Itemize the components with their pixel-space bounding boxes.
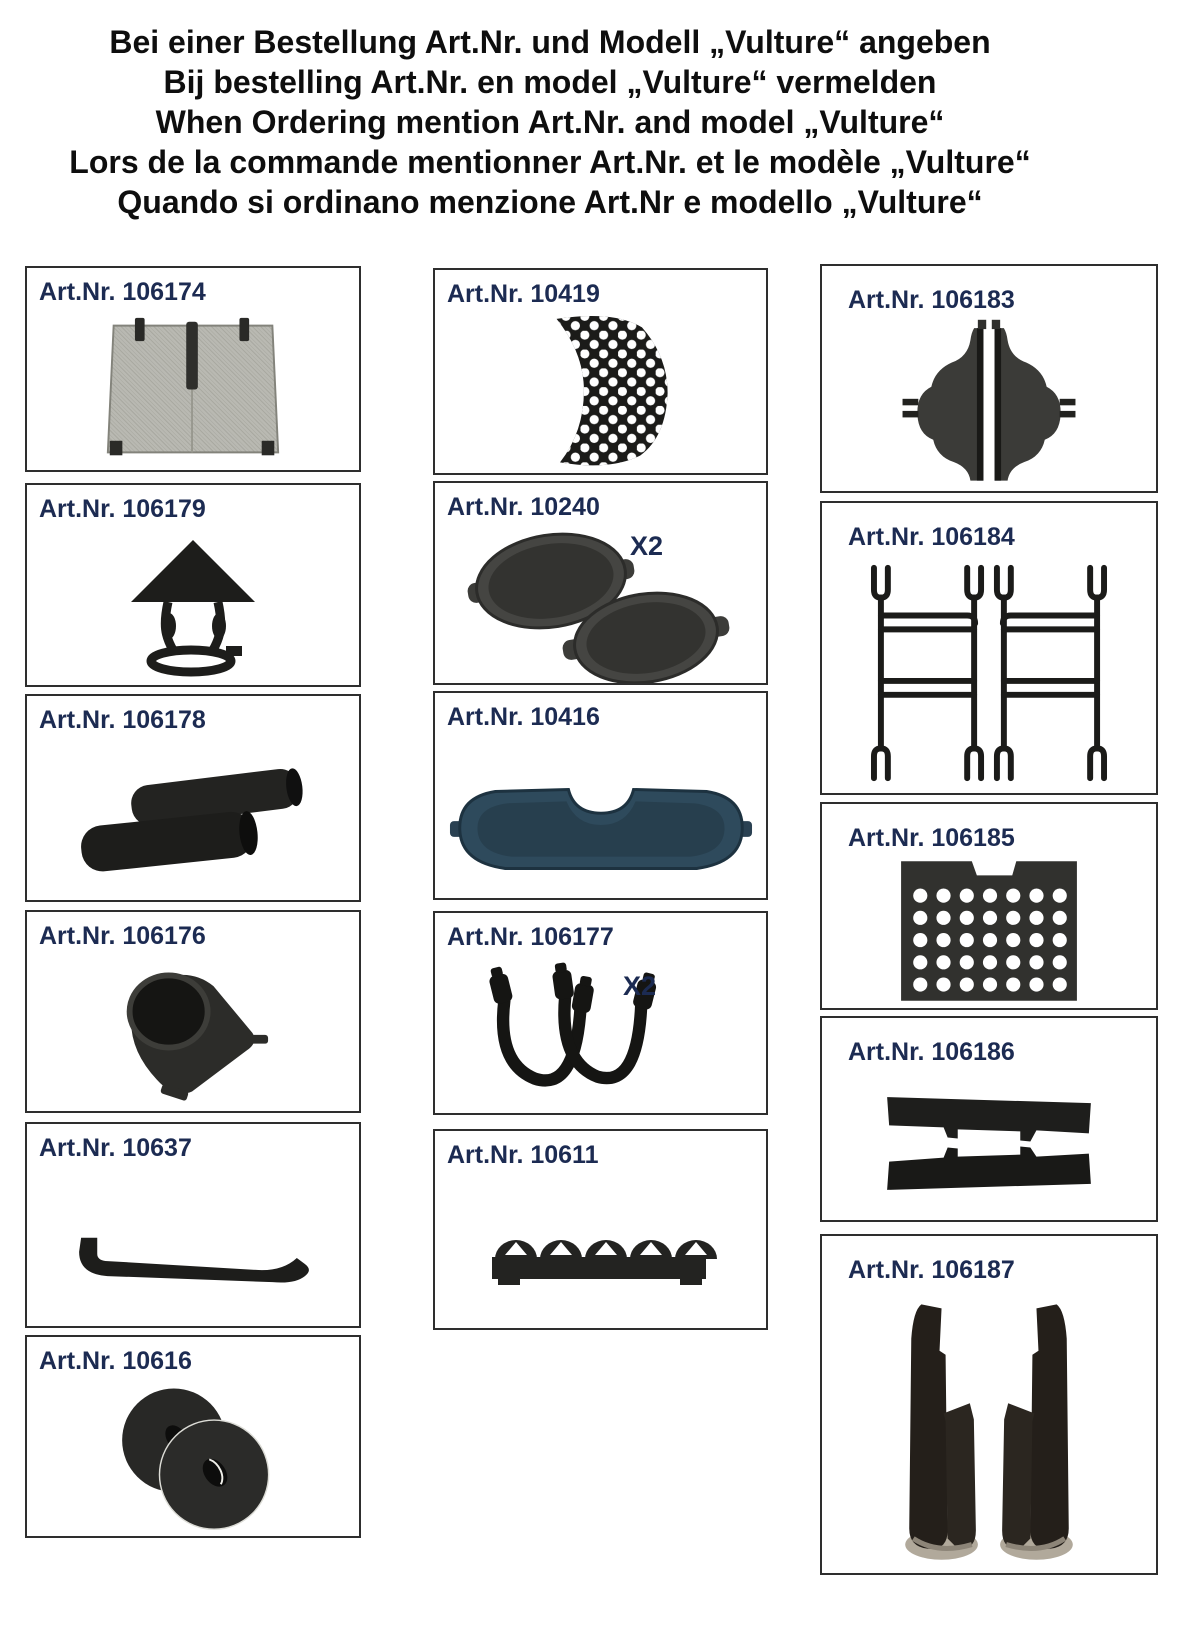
header-line-german: Bei einer Bestellung Art.Nr. und Modell „Vulture“ angeben <box>109 24 991 60</box>
flue-pipes-image <box>73 752 313 884</box>
part-art <box>27 307 359 470</box>
quantity-label: X2 <box>630 531 664 561</box>
part-number-label: Art.Nr. 106178 <box>39 706 206 734</box>
spark-screen-panel-image <box>95 314 291 464</box>
part-art <box>822 315 1156 491</box>
griddle-plates-image <box>455 523 747 683</box>
part-number-label: Art.Nr. 106185 <box>848 824 1015 852</box>
hob-discs-image <box>98 1377 288 1535</box>
part-art <box>27 524 359 685</box>
part-art <box>27 1376 359 1536</box>
part-number-label: Art.Nr. 10419 <box>447 280 600 308</box>
header-line-french: Lors de la commande mentionner Art.Nr. et le modèle „Vulture“ <box>69 144 1031 180</box>
header-line-italian: Quando si ordinano menzione Art.Nr e modello „Vulture“ <box>117 184 983 220</box>
part-art <box>822 1067 1156 1220</box>
part-number-label: Art.Nr. 106174 <box>39 278 206 306</box>
part-number-label: Art.Nr. 106184 <box>848 523 1015 551</box>
part-box-106179 <box>25 483 361 687</box>
part-number-label: Art.Nr. 10611 <box>447 1141 599 1169</box>
part-art <box>435 732 766 898</box>
scalloped-trim-image <box>476 1205 726 1293</box>
part-art <box>435 522 766 683</box>
header-line-english: When Ordering mention Art.Nr. and model „Vulture“ <box>155 104 945 140</box>
part-number-label: Art.Nr. 106187 <box>848 1256 1015 1284</box>
part-art <box>822 853 1156 1008</box>
part-number-label: Art.Nr. 106177 <box>447 923 614 951</box>
split-scalloped-plates-image <box>889 317 1089 489</box>
part-number-label: Art.Nr. 106183 <box>848 286 1015 314</box>
split-sleeve-bars-image <box>873 1080 1105 1208</box>
part-art <box>435 309 766 473</box>
part-box-10637 <box>25 1122 361 1328</box>
part-box-106178 <box>25 694 361 902</box>
part-number-label: Art.Nr. 106186 <box>848 1038 1015 1066</box>
part-box-106183 <box>820 264 1158 493</box>
part-box-106176 <box>25 910 361 1113</box>
part-box-106185 <box>820 802 1158 1010</box>
ordering-instructions <box>0 22 1100 222</box>
poker-tool-image <box>67 1229 319 1301</box>
part-art <box>435 1170 766 1328</box>
part-number-label: Art.Nr. 10416 <box>447 703 600 731</box>
part-art <box>435 952 766 1113</box>
part-box-10240 <box>433 481 768 685</box>
part-box-10611 <box>433 1129 768 1330</box>
part-art <box>822 552 1156 793</box>
flue-adapter-image <box>108 953 278 1109</box>
part-box-106177 <box>433 911 768 1115</box>
part-box-10616 <box>25 1335 361 1538</box>
part-number-label: Art.Nr. 10637 <box>39 1134 192 1162</box>
part-art <box>27 1163 359 1326</box>
side-channel-pair-image <box>883 1290 1095 1568</box>
part-number-label: Art.Nr. 10616 <box>39 1347 192 1375</box>
chimney-cap-image <box>123 530 263 680</box>
part-box-106184 <box>820 501 1158 795</box>
quantity-label: X2 <box>623 971 657 1001</box>
wire-rack-frames-image <box>838 554 1140 792</box>
part-art <box>27 735 359 900</box>
curved-grate-image <box>521 312 681 470</box>
part-box-106187 <box>820 1234 1158 1575</box>
part-box-106186 <box>820 1016 1158 1222</box>
oval-tray-image <box>448 772 754 884</box>
part-box-106174 <box>25 266 361 472</box>
header-line-dutch: Bij bestelling Art.Nr. en model „Vulture“ vermelden <box>163 64 937 100</box>
part-number-label: Art.Nr. 106176 <box>39 922 206 950</box>
perforated-grate-image <box>893 855 1085 1007</box>
part-box-10416 <box>433 691 768 900</box>
part-number-label: Art.Nr. 10240 <box>447 493 600 521</box>
part-art <box>27 951 359 1111</box>
part-box-10419 <box>433 268 768 475</box>
part-number-label: Art.Nr. 106179 <box>39 495 206 523</box>
part-art <box>822 1285 1156 1573</box>
